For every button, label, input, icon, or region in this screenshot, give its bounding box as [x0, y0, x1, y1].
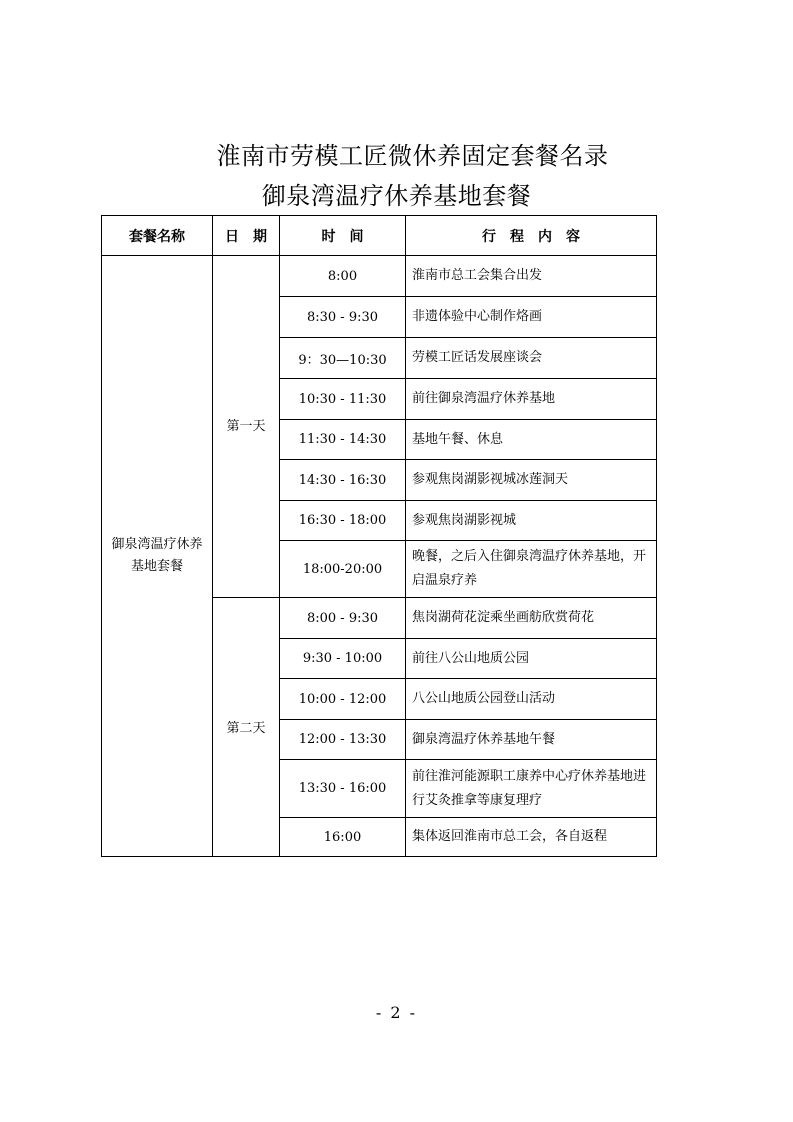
package-name-cell: 御泉湾温疗休养基地套餐	[102, 256, 213, 857]
activity-cell: 劳模工匠话发展座谈会	[406, 338, 657, 379]
day-label: 第二天	[226, 721, 266, 736]
page-number: - 2 -	[375, 1003, 418, 1022]
time-cell: 14:30 - 16:30	[280, 460, 406, 501]
time-cell: 13:30 - 16:00	[280, 760, 406, 818]
activity-cell: 前往淮河能源职工康养中心疗休养基地进行艾灸推拿等康复理疗	[406, 760, 657, 818]
day-two-cell	[213, 598, 280, 857]
activity-cell: 淮南市总工会集合出发	[406, 256, 657, 297]
document-subtitle: 御泉湾温疗休养基地套餐	[261, 182, 532, 210]
activity-cell: 焦岗湖荷花淀乘坐画舫欣赏荷花	[406, 598, 657, 639]
header-package-name: 套餐名称	[102, 216, 213, 256]
time-cell: 16:00	[280, 818, 406, 857]
table-header-row	[102, 216, 657, 256]
activity-cell: 御泉湾温疗休养基地午餐	[406, 720, 657, 760]
time-cell: 10:30 - 11:30	[280, 379, 406, 420]
header-date: 日 期	[213, 216, 280, 256]
time-cell: 18:00-20:00	[280, 541, 406, 598]
time-cell: 12:00 - 13:30	[280, 720, 406, 760]
activity-cell: 非遗体验中心制作烙画	[406, 297, 657, 338]
activity-cell: 八公山地质公园登山活动	[406, 679, 657, 720]
header-itinerary: 行 程 内 容	[406, 216, 657, 256]
time-cell: 8:30 - 9:30	[280, 297, 406, 338]
activity-cell: 参观焦岗湖影视城冰莲洞天	[406, 460, 657, 501]
activity-cell: 前往御泉湾温疗休养基地	[406, 379, 657, 420]
activity-cell: 参观焦岗湖影视城	[406, 501, 657, 541]
time-cell: 10:00 - 12:00	[280, 679, 406, 720]
time-cell: 8:00 - 9:30	[280, 598, 406, 639]
time-cell: 9：30—10:30	[280, 338, 406, 379]
document-title: 淮南市劳模工匠微休养固定套餐名录	[216, 142, 609, 170]
activity-cell: 前往八公山地质公园	[406, 639, 657, 679]
activity-cell: 晚餐，之后入住御泉湾温疗休养基地，开启温泉疗养	[406, 541, 657, 598]
day-one-cell	[213, 256, 280, 598]
schedule-table	[101, 215, 657, 857]
time-cell: 8:00	[280, 256, 406, 297]
day-label: 第一天	[226, 419, 266, 434]
header-time: 时 间	[280, 216, 406, 256]
time-cell: 9:30 - 10:00	[280, 639, 406, 679]
activity-cell: 集体返回淮南市总工会，各自返程	[406, 818, 657, 857]
time-cell: 16:30 - 18:00	[280, 501, 406, 541]
table-row	[102, 256, 657, 297]
activity-cell: 基地午餐、休息	[406, 420, 657, 460]
time-cell: 11:30 - 14:30	[280, 420, 406, 460]
